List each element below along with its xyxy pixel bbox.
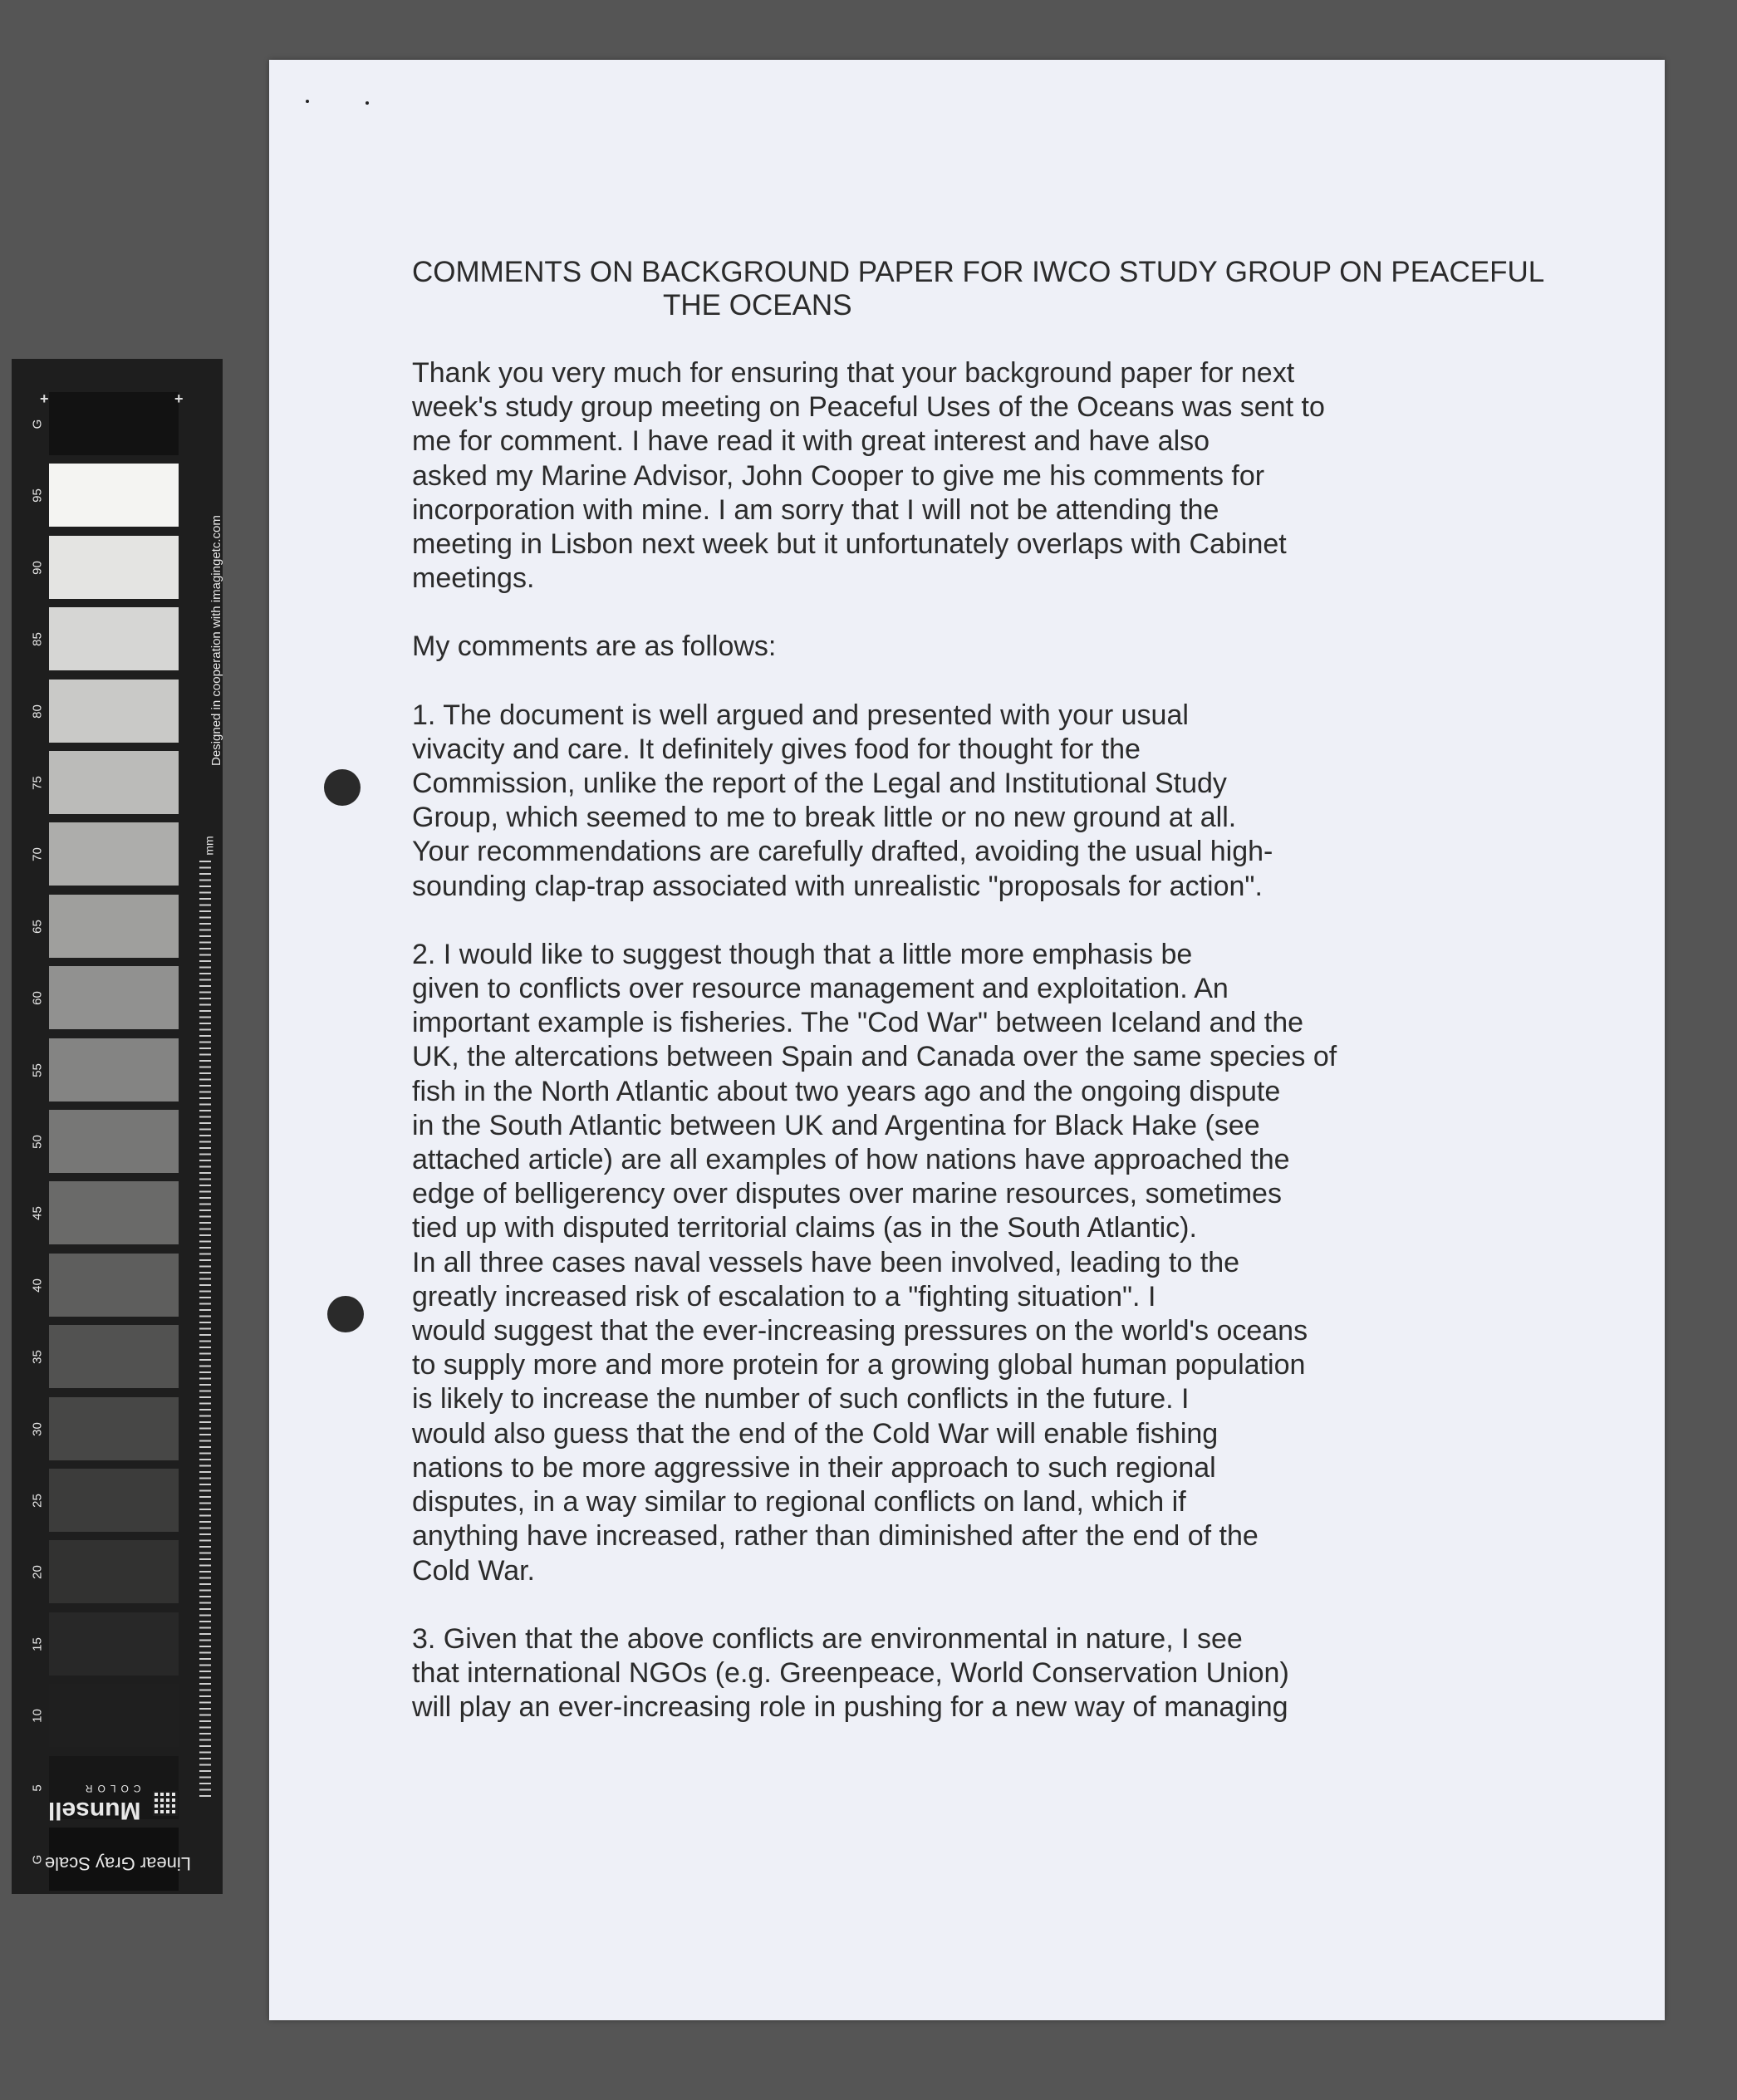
gray-patch-label: G: [30, 1854, 45, 1865]
registration-plus-icon: +: [174, 390, 184, 407]
gray-patch: [49, 1181, 179, 1244]
brand-block: [48, 1783, 141, 1824]
punch-hole-icon: [327, 1296, 364, 1332]
gray-patch-label: 20: [30, 1565, 45, 1580]
speck-mark: [306, 100, 309, 103]
gray-patch-label: 80: [30, 704, 45, 719]
gray-patch-label: G: [30, 419, 45, 429]
comments-lead-paragraph: My comments are as follows:: [412, 630, 777, 663]
gray-patch-label: 75: [30, 776, 45, 790]
comment-2-paragraph: 2. I would like to suggest though that a little more emphasis be given to conflicts over resource management and exploitation. An important example is fisheries. The "Cod War" between Iceland and the UK, the altercations between Spain and Canada over the same species of fish in the North Atlantic about two years ago and the ongoing dispute in the South Atlantic between UK and Argentina for Black Hake (see attached article) are all examples of how nations have approached the edge of belligerency over disputes over marine resources, sometimes tied up with disputed territorial claims (as in the South Atlantic). In all three cases naval vessels have been involved, leading to the greatly increased risk of escalation to a "fighting situation". I would suggest that the ever-increasing pressures on the world's oceans to supply more and more protein for a growing global human population is likely to increase the number of such conflicts in the future. I would also guess that the end of the Cold War will enable fishing nations to be more aggressive in their approach to such regional disputes, in a way similar to regional conflicts on land, which if anything have increased, rather than diminished after the end of the Cold War.: [412, 938, 1337, 1587]
munsell-logo-icon: [153, 1791, 178, 1816]
gray-patch-label: 35: [30, 1350, 45, 1365]
gray-patch: [49, 464, 179, 527]
gray-patch-label: 60: [30, 991, 45, 1006]
gray-patch: [49, 1254, 179, 1317]
comment-1-paragraph: 1. The document is well argued and presented with your usual vivacity and care. It definitely gives food for thought for the Commission, unlike the report of the Legal and Institutional Study Group, which seemed to me to break little or no new ground at all. Your recommendations are carefully drafted, avoiding the usual high- sounding clap-trap associated with unrealistic "proposals for action".: [412, 699, 1273, 902]
gray-patch-label: 45: [30, 1206, 45, 1221]
gray-patch: [49, 680, 179, 743]
ruler-unit-label: mm: [202, 836, 216, 856]
gray-patch-label: 30: [30, 1421, 45, 1436]
title-line-2: THE OCEANS: [663, 289, 852, 321]
gray-patch-label: 50: [30, 1135, 45, 1149]
gray-patch: [49, 1038, 179, 1102]
gray-patch: [49, 966, 179, 1029]
speck-mark: [366, 101, 369, 105]
gray-patch-label: 90: [30, 560, 45, 575]
punch-hole-icon: [324, 769, 361, 806]
gray-patch: [49, 1684, 179, 1747]
gray-patch-label: 5: [30, 1784, 45, 1792]
intro-paragraph: Thank you very much for ensuring that your background paper for next week's study group meeting on Peaceful Uses of the Oceans was sent to me for comment. I have read it with great interest and have also asked my Marine Advisor, John Cooper to give me his comments for incorporation with mine. I am sorry that I will not be attending the meeting in Lisbon next week but it unfortunately overlaps with Cabinet meetings.: [412, 357, 1325, 595]
mm-ruler: [199, 861, 218, 1799]
gray-patch: [49, 1325, 179, 1388]
gray-patch-label: 10: [30, 1709, 45, 1724]
letter-sheet: [269, 60, 1665, 2020]
gray-patch: [49, 895, 179, 958]
gray-patch: [49, 1110, 179, 1173]
card-credit-text: Designed in cooperation with imagingetc.com: [209, 515, 223, 766]
gray-patch-label: 25: [30, 1494, 45, 1508]
scale-name-label: Linear Gray Scale: [44, 1853, 191, 1874]
munsell-gray-scale-card: [12, 359, 223, 1894]
gray-patch-label: 15: [30, 1636, 45, 1651]
gray-patch: [49, 607, 179, 670]
letter-body: [412, 256, 1641, 1725]
gray-patch-label: 40: [30, 1278, 45, 1293]
brand-name: Munsell: [47, 1797, 141, 1824]
gray-patch-label: 85: [30, 632, 45, 647]
title-line-1: COMMENTS ON BACKGROUND PAPER FOR IWCO STUDY GROUP ON PEACEFUL: [412, 256, 1545, 288]
gray-patch: [49, 1612, 179, 1676]
gray-patch: [49, 536, 179, 599]
gray-patch: [49, 1540, 179, 1603]
gray-patch: [49, 751, 179, 814]
gray-patch: [49, 1469, 179, 1532]
gray-patch-label: 95: [30, 488, 45, 503]
brand-sub: COLOR: [80, 1783, 141, 1794]
gray-patch-label: 65: [30, 919, 45, 934]
gray-patch: [49, 1397, 179, 1460]
registration-plus-icon: +: [40, 390, 49, 407]
card-footer: [42, 1783, 191, 1874]
gray-patch-label: 55: [30, 1062, 45, 1077]
gray-patch-label: 70: [30, 847, 45, 862]
letter-title: [412, 256, 1641, 322]
gray-patch: [49, 392, 179, 455]
comment-3-paragraph: 3. Given that the above conflicts are environmental in nature, I see that international NGOs (e.g. Greenpeace, World Conservation Union) will play an ever-increasing role in pushing for a new way of managing: [412, 1622, 1289, 1724]
gray-patch: [49, 822, 179, 886]
